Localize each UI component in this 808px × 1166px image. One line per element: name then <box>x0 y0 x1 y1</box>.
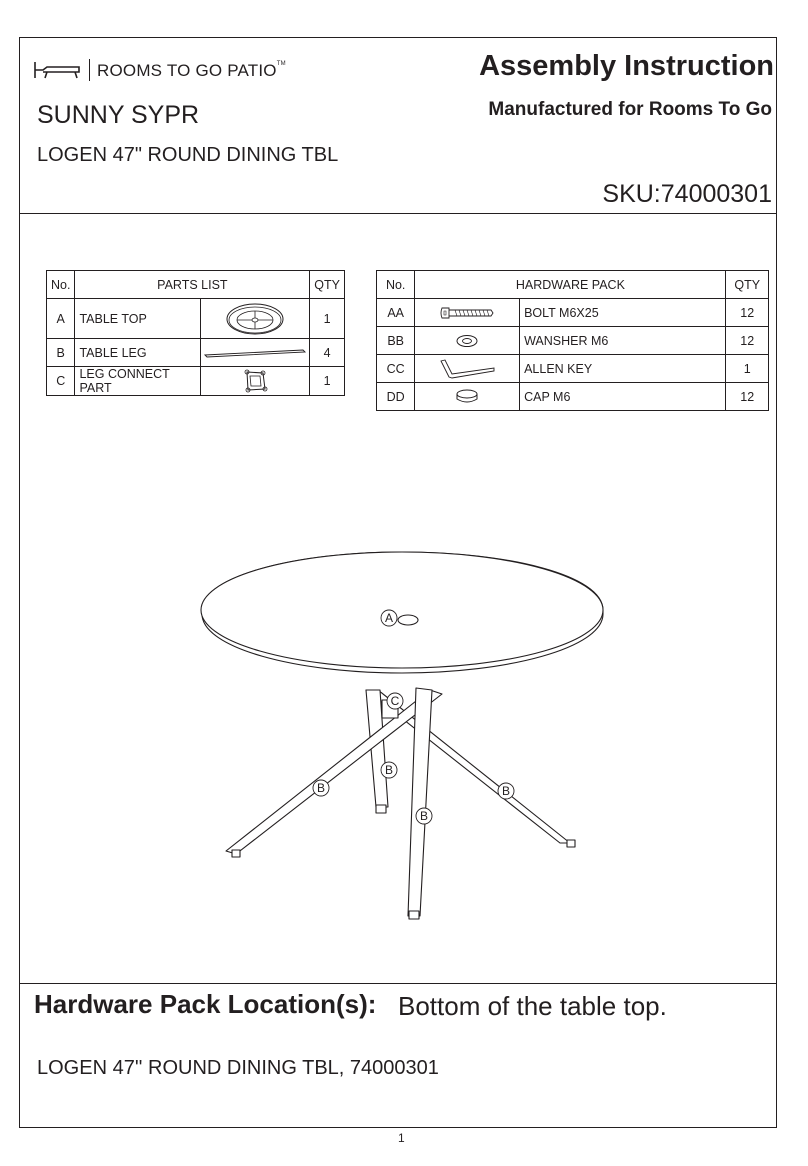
document-title: Assembly Instruction <box>479 50 774 82</box>
part-qty: 4 <box>310 339 345 367</box>
hardware-name: BOLT M6X25 <box>520 299 726 327</box>
column-header-no: No. <box>377 271 415 299</box>
hardware-pack-table <box>376 270 769 411</box>
callout-c: C <box>390 694 400 708</box>
table-row <box>377 299 769 327</box>
callout-a: A <box>384 611 394 625</box>
document-subtitle: Manufactured for Rooms To Go <box>488 99 772 120</box>
logo-text: ROOMS TO GO PATIO™ <box>97 61 286 80</box>
hardware-name: ALLEN KEY <box>520 355 726 383</box>
part-no: B <box>47 339 75 367</box>
allen-key-icon <box>415 355 520 383</box>
hardware-no: CC <box>377 355 415 383</box>
callout-b-center: B <box>384 763 394 777</box>
leg-connect-part-icon <box>201 367 310 396</box>
column-header-qty: QTY <box>310 271 345 299</box>
table-row <box>377 383 769 411</box>
hardware-no: AA <box>377 299 415 327</box>
page-number: 1 <box>398 1131 405 1145</box>
column-header-hardware: HARDWARE PACK <box>415 271 726 299</box>
cap-icon <box>415 383 520 411</box>
product-name: LOGEN 47" ROUND DINING TBL <box>37 144 339 166</box>
sku-label: SKU:74000301 <box>602 180 772 208</box>
hardware-qty: 1 <box>726 355 769 383</box>
table-header-row <box>377 271 769 299</box>
part-name: TABLE LEG <box>75 339 201 367</box>
header-divider <box>19 213 777 214</box>
callout-b-right: B <box>501 784 511 798</box>
washer-icon <box>415 327 520 355</box>
table-top-icon <box>201 299 310 339</box>
table-leg-front-left <box>226 690 442 854</box>
callout-b-left: B <box>316 781 326 795</box>
hardware-qty: 12 <box>726 327 769 355</box>
footer-product-line: LOGEN 47'' ROUND DINING TBL, 74000301 <box>37 1057 439 1079</box>
table-row <box>47 299 345 339</box>
part-qty: 1 <box>310 367 345 396</box>
hardware-location-label: Hardware Pack Location(s): <box>34 989 377 1019</box>
footer-divider <box>19 983 777 984</box>
table-row <box>47 367 345 396</box>
column-header-qty: QTY <box>726 271 769 299</box>
hardware-qty: 12 <box>726 383 769 411</box>
column-header-parts: PARTS LIST <box>75 271 310 299</box>
lounge-chair-logo-icon <box>33 58 81 80</box>
table-header-row <box>47 271 345 299</box>
part-name: TABLE TOP <box>75 299 201 339</box>
hardware-no: DD <box>377 383 415 411</box>
hardware-location-value: Bottom of the table top. <box>398 991 667 1021</box>
callout-b-front: B <box>419 809 429 823</box>
table-row <box>47 339 345 367</box>
hardware-name: WANSHER M6 <box>520 327 726 355</box>
part-no: A <box>47 299 75 339</box>
parts-list-table <box>46 270 345 396</box>
part-qty: 1 <box>310 299 345 339</box>
column-header-no: No. <box>47 271 75 299</box>
logo-separator <box>89 59 90 81</box>
hardware-no: BB <box>377 327 415 355</box>
table-row <box>377 327 769 355</box>
hardware-name: CAP M6 <box>520 383 726 411</box>
brand-name: SUNNY SYPR <box>37 101 200 129</box>
part-name: LEG CONNECT PART <box>75 367 201 396</box>
part-no: C <box>47 367 75 396</box>
table-leg-icon <box>201 339 310 367</box>
bolt-icon <box>415 299 520 327</box>
table-assembly-diagram <box>190 540 620 930</box>
hardware-qty: 12 <box>726 299 769 327</box>
table-row <box>377 355 769 383</box>
